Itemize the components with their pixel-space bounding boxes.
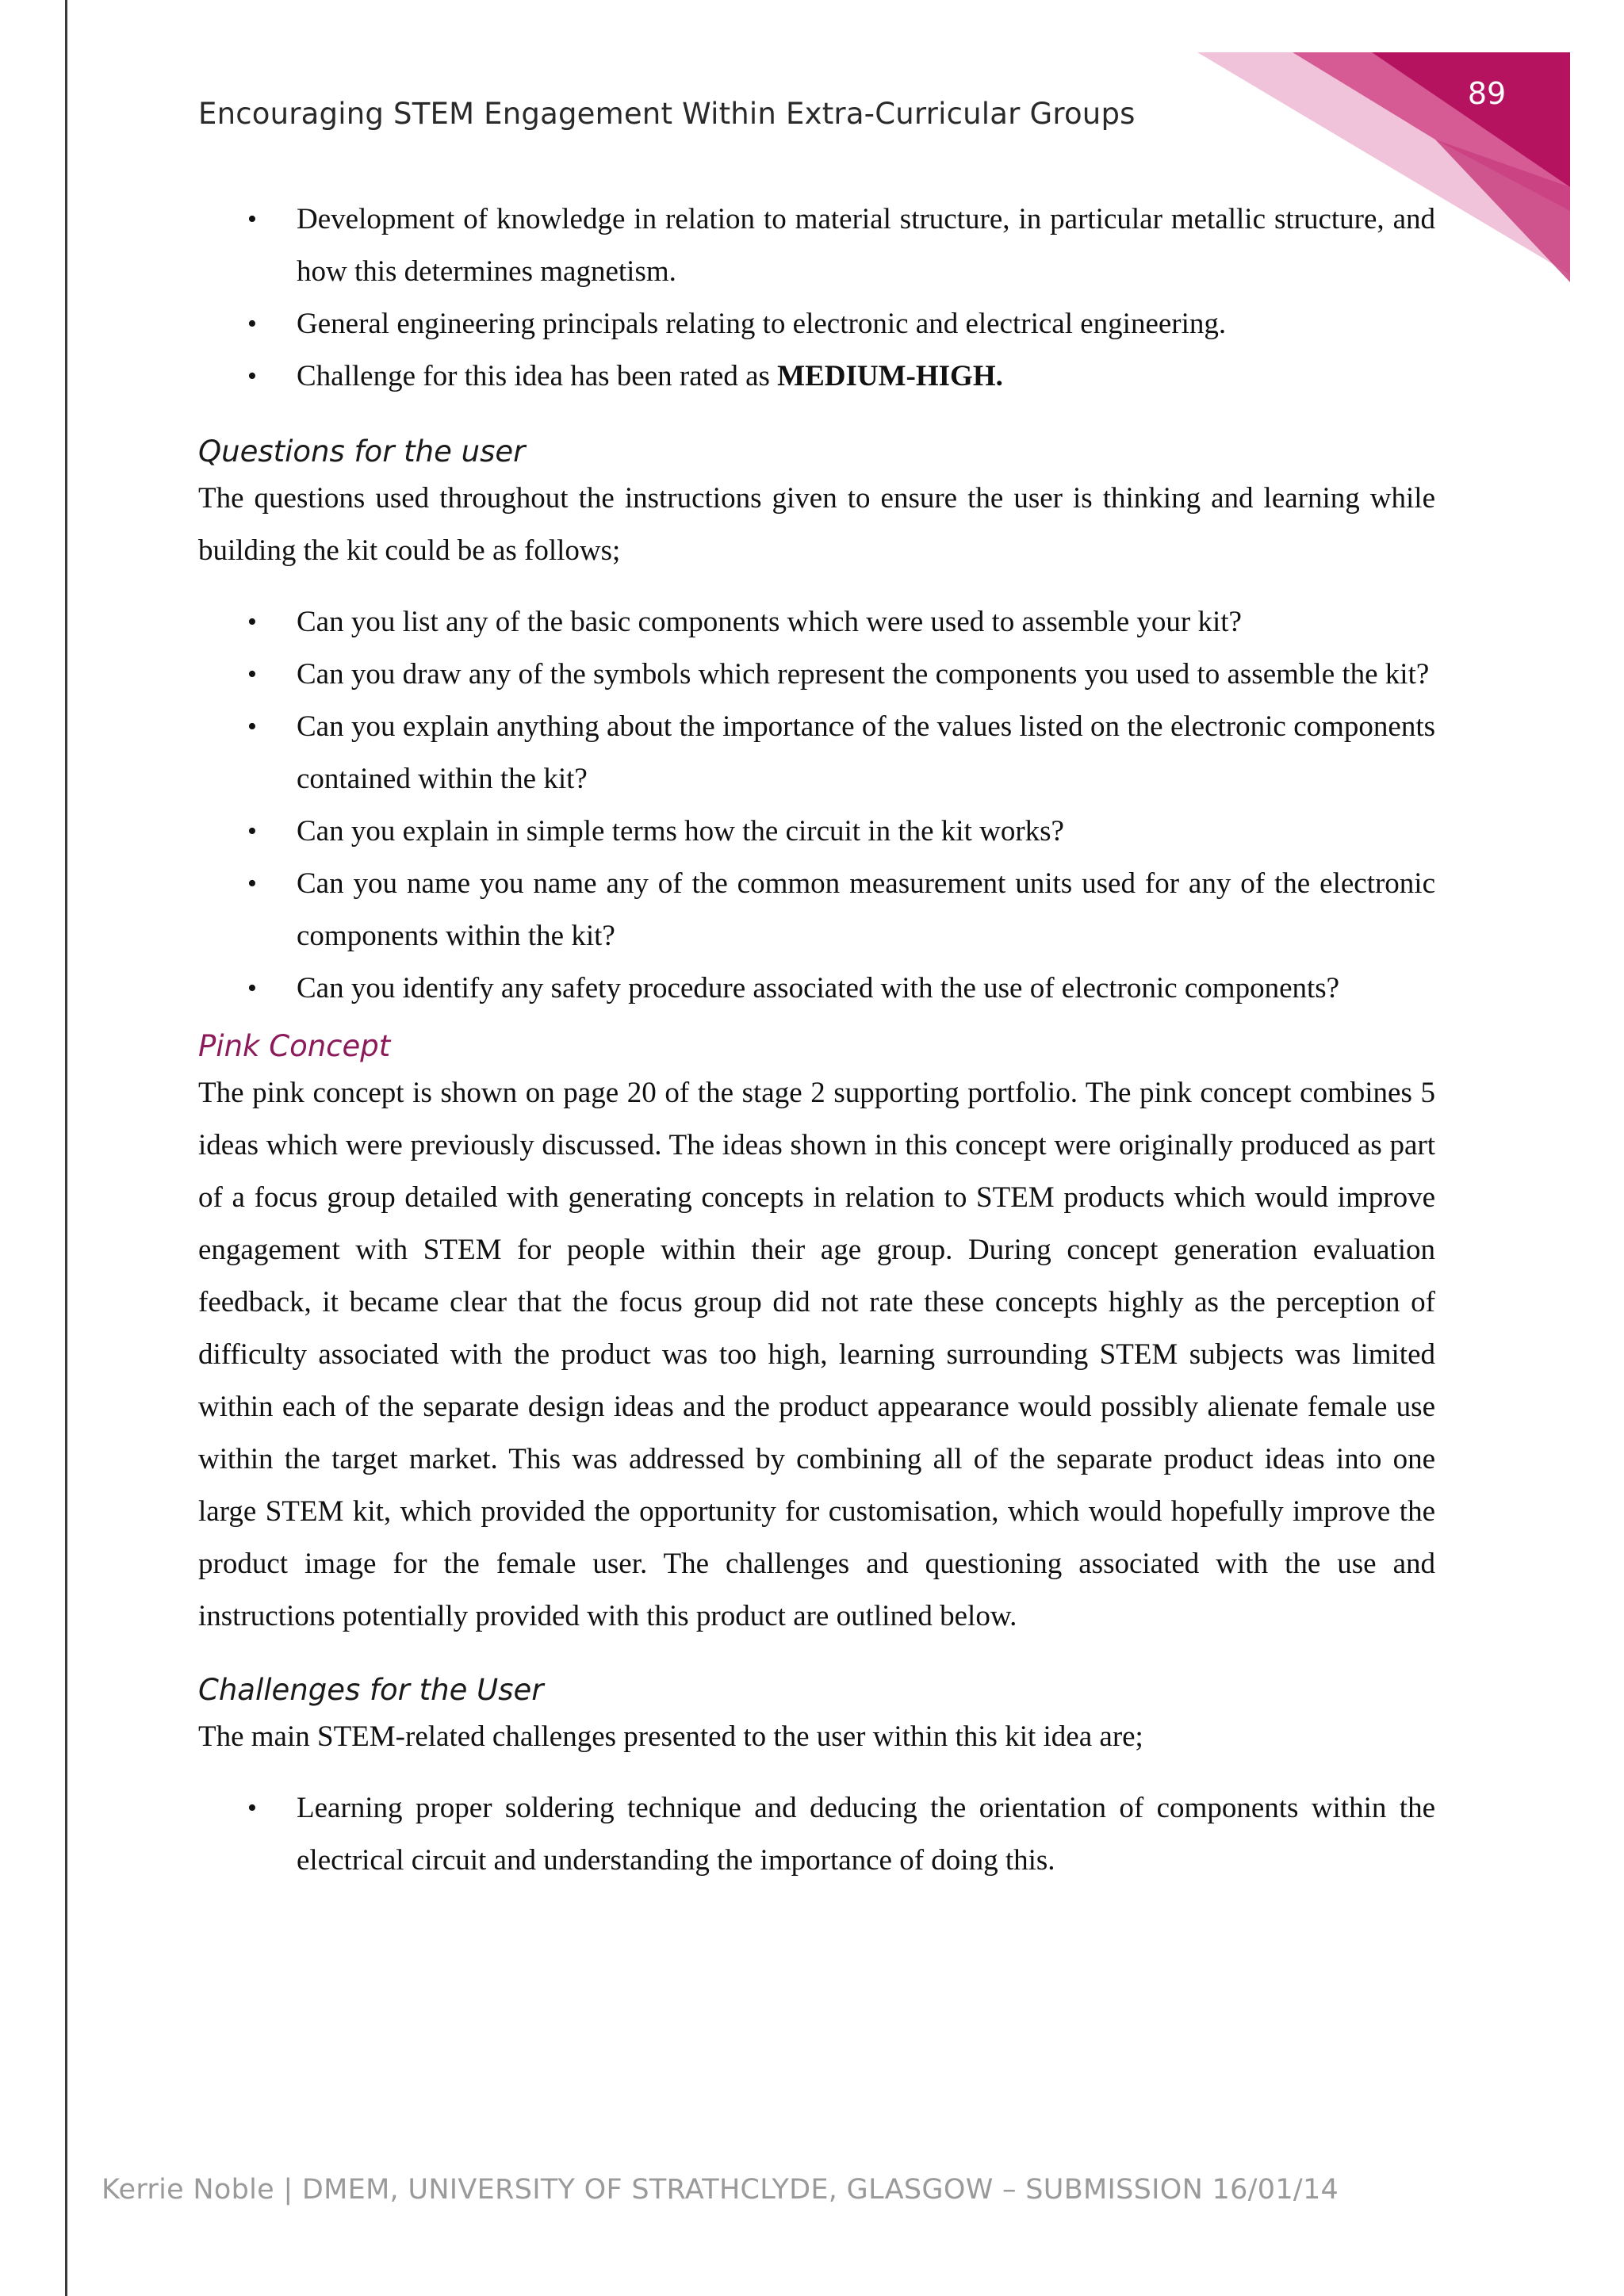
list-item: • Can you draw any of the symbols which represent the components you used to assemble the kit? — [198, 649, 1435, 701]
list-item: • Can you name you name any of the common measurement units used for any of the electronic components within the kit? — [198, 858, 1435, 962]
bullet-icon: • — [247, 309, 257, 339]
pink-concept-body: The pink concept is shown on page 20 of the stage 2 supporting portfolio. The pink concept combines 5 ideas which were previously discussed. The ideas shown in this concept were originally produced as part of a focus group detailed with generating concepts in relation to STEM products which would improve engagement with STEM for people within their age group. During concept generation evaluation feedback, it became clear that the focus group did not rate these concepts highly as the perception of difficulty associated with the product was too high, learning surrounding STEM subjects was limited within each of the separate design ideas and the product appearance would possibly alienate female use within the target market. This was addressed by combining all of the separate product ideas into one large STEM kit, which provided the opportunity for customisation, which would hopefully improve the product image for the female user. The challenges and questioning associated with the use and instructions potentially provided with this product are outlined below. — [198, 1077, 1435, 1632]
bullet-icon: • — [247, 869, 257, 898]
bullet-icon: • — [247, 362, 257, 391]
list-item: • Development of knowledge in relation to material structure, in particular metallic structure, and how this determines magnetism. — [198, 193, 1435, 298]
pink-concept-heading: Pink Concept — [198, 1029, 391, 1063]
challenge-rating-prefix: Challenge for this idea has been rated as — [297, 360, 778, 392]
challenges-intro: The main STEM-related challenges presented to the user within this kit idea are; — [198, 1720, 1143, 1753]
bullet-icon: • — [247, 974, 257, 1003]
challenges-heading: Challenges for the User — [198, 1673, 544, 1707]
list-item: • Can you identify any safety procedure associated with the use of electronic components? — [198, 962, 1435, 1015]
bullet-icon: • — [247, 607, 257, 637]
challenge-rating-value: MEDIUM-HIGH. — [777, 360, 1003, 392]
page-content — [198, 190, 1435, 1887]
list-item: • Can you explain in simple terms how the circuit in the kit works? — [198, 806, 1435, 858]
list-item: • Can you explain anything about the importance of the values listed on the electronic components contained within the kit? — [198, 701, 1435, 806]
list-item — [198, 350, 1435, 403]
intro-bullet-list — [198, 193, 1435, 403]
bullet-icon: • — [247, 1793, 257, 1823]
bullet-icon: • — [247, 712, 257, 741]
challenges-bullet-list — [198, 1782, 1435, 1887]
list-item: • General engineering principals relating to electronic and electrical engineering. — [198, 298, 1435, 350]
list-item: • Learning proper soldering technique and deducing the orientation of components within the electrical circuit and understanding the importance of doing this. — [198, 1782, 1435, 1887]
list-item: • Can you list any of the basic components which were used to assemble your kit? — [198, 596, 1435, 649]
questions-bullet-list — [198, 596, 1435, 1015]
bullet-icon: • — [247, 660, 257, 689]
questions-intro: The questions used throughout the instructions given to ensure the user is thinking and learning while building the kit could be as follows; — [198, 482, 1435, 567]
bullet-icon: • — [247, 205, 257, 234]
page-footer: Kerrie Noble | DMEM, UNIVERSITY OF STRATHCLYDE, GLASGOW – SUBMISSION 16/01/14 — [102, 2174, 1339, 2206]
running-header-title: Encouraging STEM Engagement Within Extra-Curricular Groups — [198, 97, 1136, 131]
page-number: 89 — [1467, 76, 1507, 111]
bullet-icon: • — [247, 817, 257, 846]
left-margin-rule — [65, 0, 67, 2296]
questions-heading: Questions for the user — [198, 434, 526, 469]
